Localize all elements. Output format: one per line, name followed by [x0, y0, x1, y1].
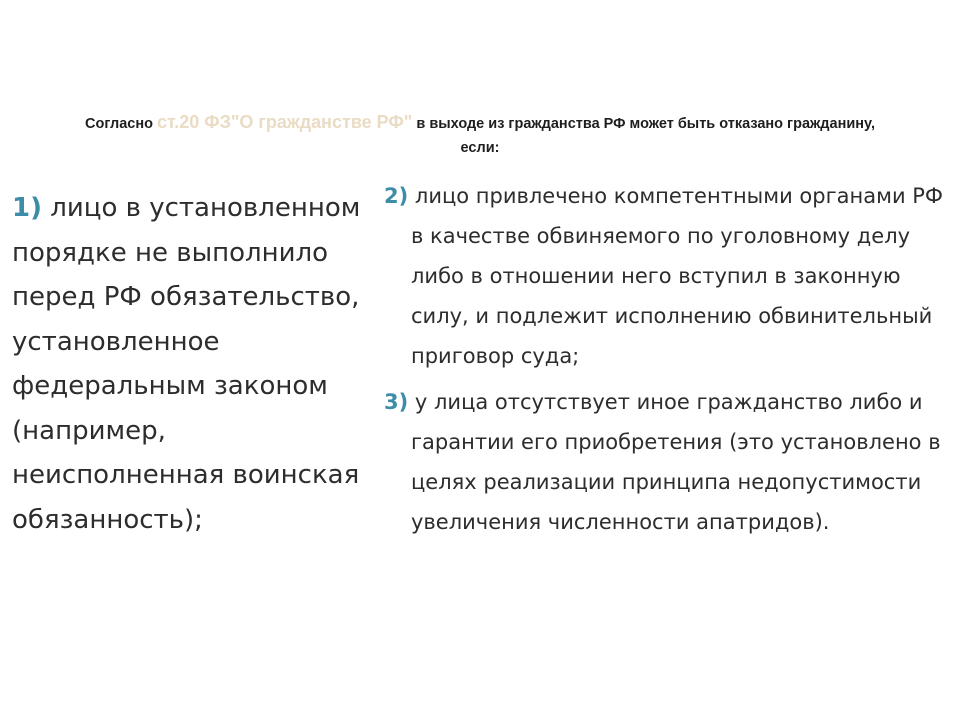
item-number: 3)	[384, 390, 409, 414]
item-text: у лица отсутствует иное гражданство либо и гарантии его приобретения (это установлено в целях реализации принципа недопустимости увеличения численности апатридов).	[411, 390, 941, 534]
item-text: лицо в установленном порядке не выполнило перед РФ обязательство, установленное федеральным законом (например, неисполненная воинская обязанность);	[12, 193, 361, 535]
list-item-2	[384, 176, 949, 376]
item-text: лицо привлечено компетентными органами РФ в качестве обвиняемого по уголовному делу либо в отношении него вступил в законную силу, и подлежит исполнению обвинительный приговор суда;	[411, 184, 944, 368]
law-reference-link[interactable]: ст.20 ФЗ"О гражданстве РФ"	[156, 112, 413, 132]
slide-title	[80, 110, 880, 160]
list-item-3	[384, 382, 949, 542]
item-number: 1)	[12, 193, 42, 223]
title-suffix: в выходе из гражданства РФ может быть отказано гражданину, если:	[412, 116, 875, 156]
list-item-1	[12, 186, 362, 542]
title-prefix: Согласно	[84, 116, 157, 132]
left-column	[12, 186, 362, 542]
item-number: 2)	[384, 184, 409, 208]
right-column	[384, 176, 949, 542]
